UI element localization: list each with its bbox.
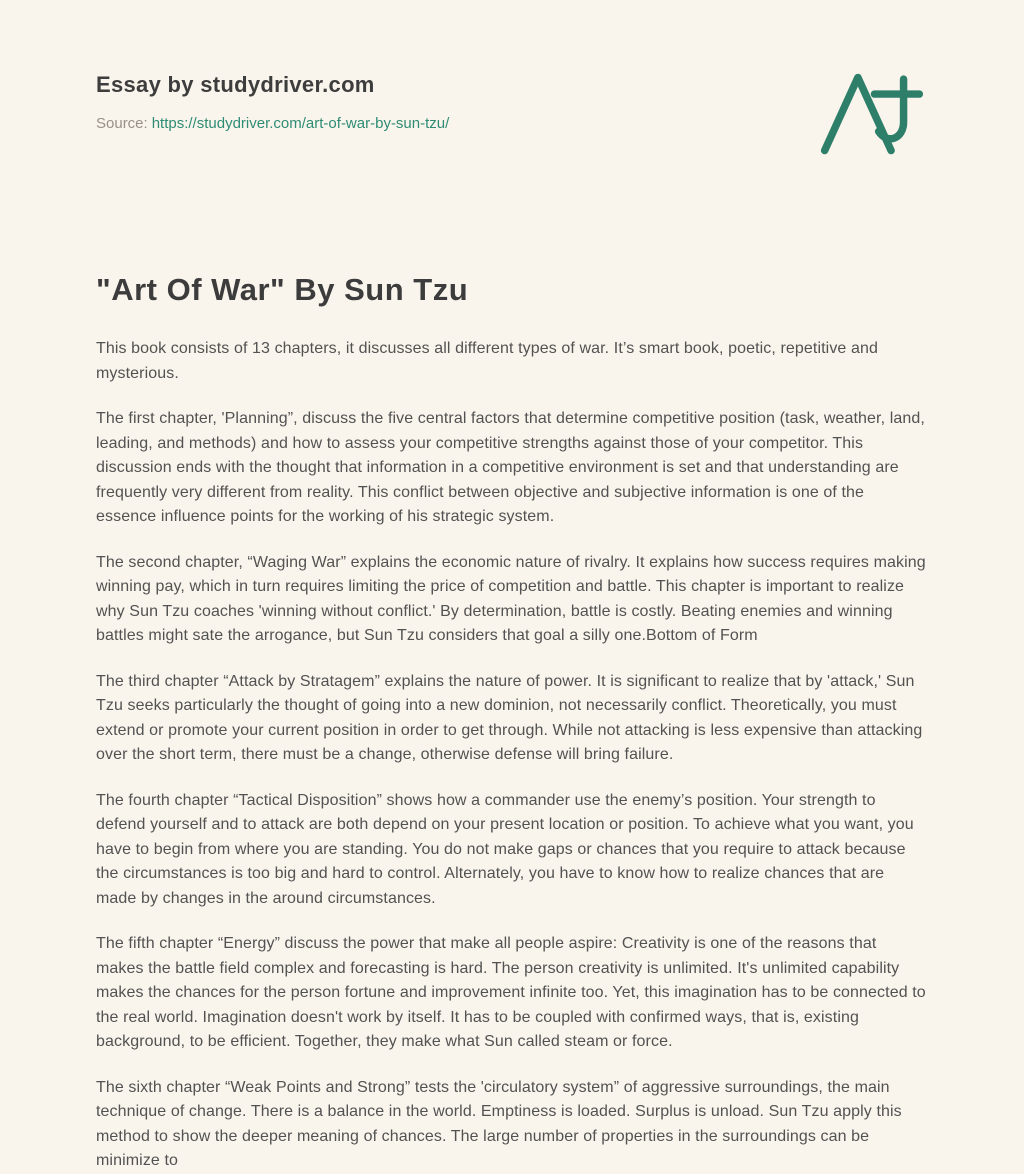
essay-paragraph-2: The first chapter, 'Planning”, discuss the five central factors that determine competitive position (task, weather, land, leading, and methods) and how to assess your competitive strengths against those of your competitor. This discussion ends with the thought that information in a competitive environment is set and that understanding are frequently very different from reality. This conflict between objective and subjective information is one of the essence influence points for the working of his strategic system. — [96, 410, 925, 525]
essay-by-heading: Essay by studydriver.com — [96, 72, 375, 97]
source-label: Source: — [96, 115, 148, 132]
essay-title: "Art Of War" By Sun Tzu — [96, 272, 469, 307]
essay-paragraph-3: The second chapter, “Waging War” explains the economic nature of rivalry. It explains how success requires making winning pay, which in turn requires limiting the price of competition and battle. This chapter is important to realize why Sun Tzu coaches 'winning without conflict.' By determination, battle is costly. Beating enemies and winning battles might sate the arrogance, but Sun Tzu considers that goal a silly one.Bottom of Form — [96, 553, 926, 644]
source-line — [96, 115, 449, 132]
essay-paragraph-1: This book consists of 13 chapters, it discusses all different types of war. It’s smart book, poetic, repetitive and mysterious. — [96, 340, 878, 382]
essay-paragraph-6: The fifth chapter “Energy” discuss the power that make all people aspire: Creativity is one of the reasons that makes the battle field complex and forecasting is hard. The person creativity is unlimited. It's unlimited capability makes the chances for the person fortune and improvement infinite too. Yet, this imagination has to be connected to the real world. Imagination doesn't work by itself. It has to be coupled with confirmed ways, that is, existing background, to be efficient. Together, they make what Sun called steam or force. — [96, 935, 926, 1050]
page-header — [96, 72, 928, 160]
essay-content — [96, 272, 926, 1174]
studydriver-logo-icon — [818, 68, 926, 160]
header-text-block — [96, 72, 449, 132]
essay-paragraph-5: The fourth chapter “Tactical Disposition” shows how a commander use the enemy’s position. Your strength to defend yourself and to attack are both depend on your present location or position. To achieve what you want, you have to begin from where you are standing. You do not make gaps or chances that you require to attack because the circumstances is too big and hard to control. Alternately, you have to know how to realize chances that are made by changes in the around circumstances. — [96, 791, 914, 907]
source-url-link[interactable]: https://studydriver.com/art-of-war-by-sun-tzu/ — [151, 115, 450, 132]
essay-paragraph-4: The third chapter “Attack by Stratagem” explains the nature of power. It is significant to realize that by 'attack,' Sun Tzu seeks particularly the thought of going into a new dominion, not necessarily conflict. Theoretically, you must extend or promote your current position in order to get through. While not attacking is less expensive than attacking over the short term, there must be a change, otherwise defense will bring failure. — [96, 672, 923, 763]
essay-paragraph-7: The sixth chapter “Weak Points and Strong” tests the 'circulatory system” of aggressive surroundings, the main technique of change. There is a balance in the world. Emptiness is loaded. Surplus is unload. Sun Tzu apply this method to show the deeper meaning of chances. The large number of properties in the surroundings can be minimize to — [96, 1078, 902, 1169]
studydriver-logo — [818, 68, 926, 160]
